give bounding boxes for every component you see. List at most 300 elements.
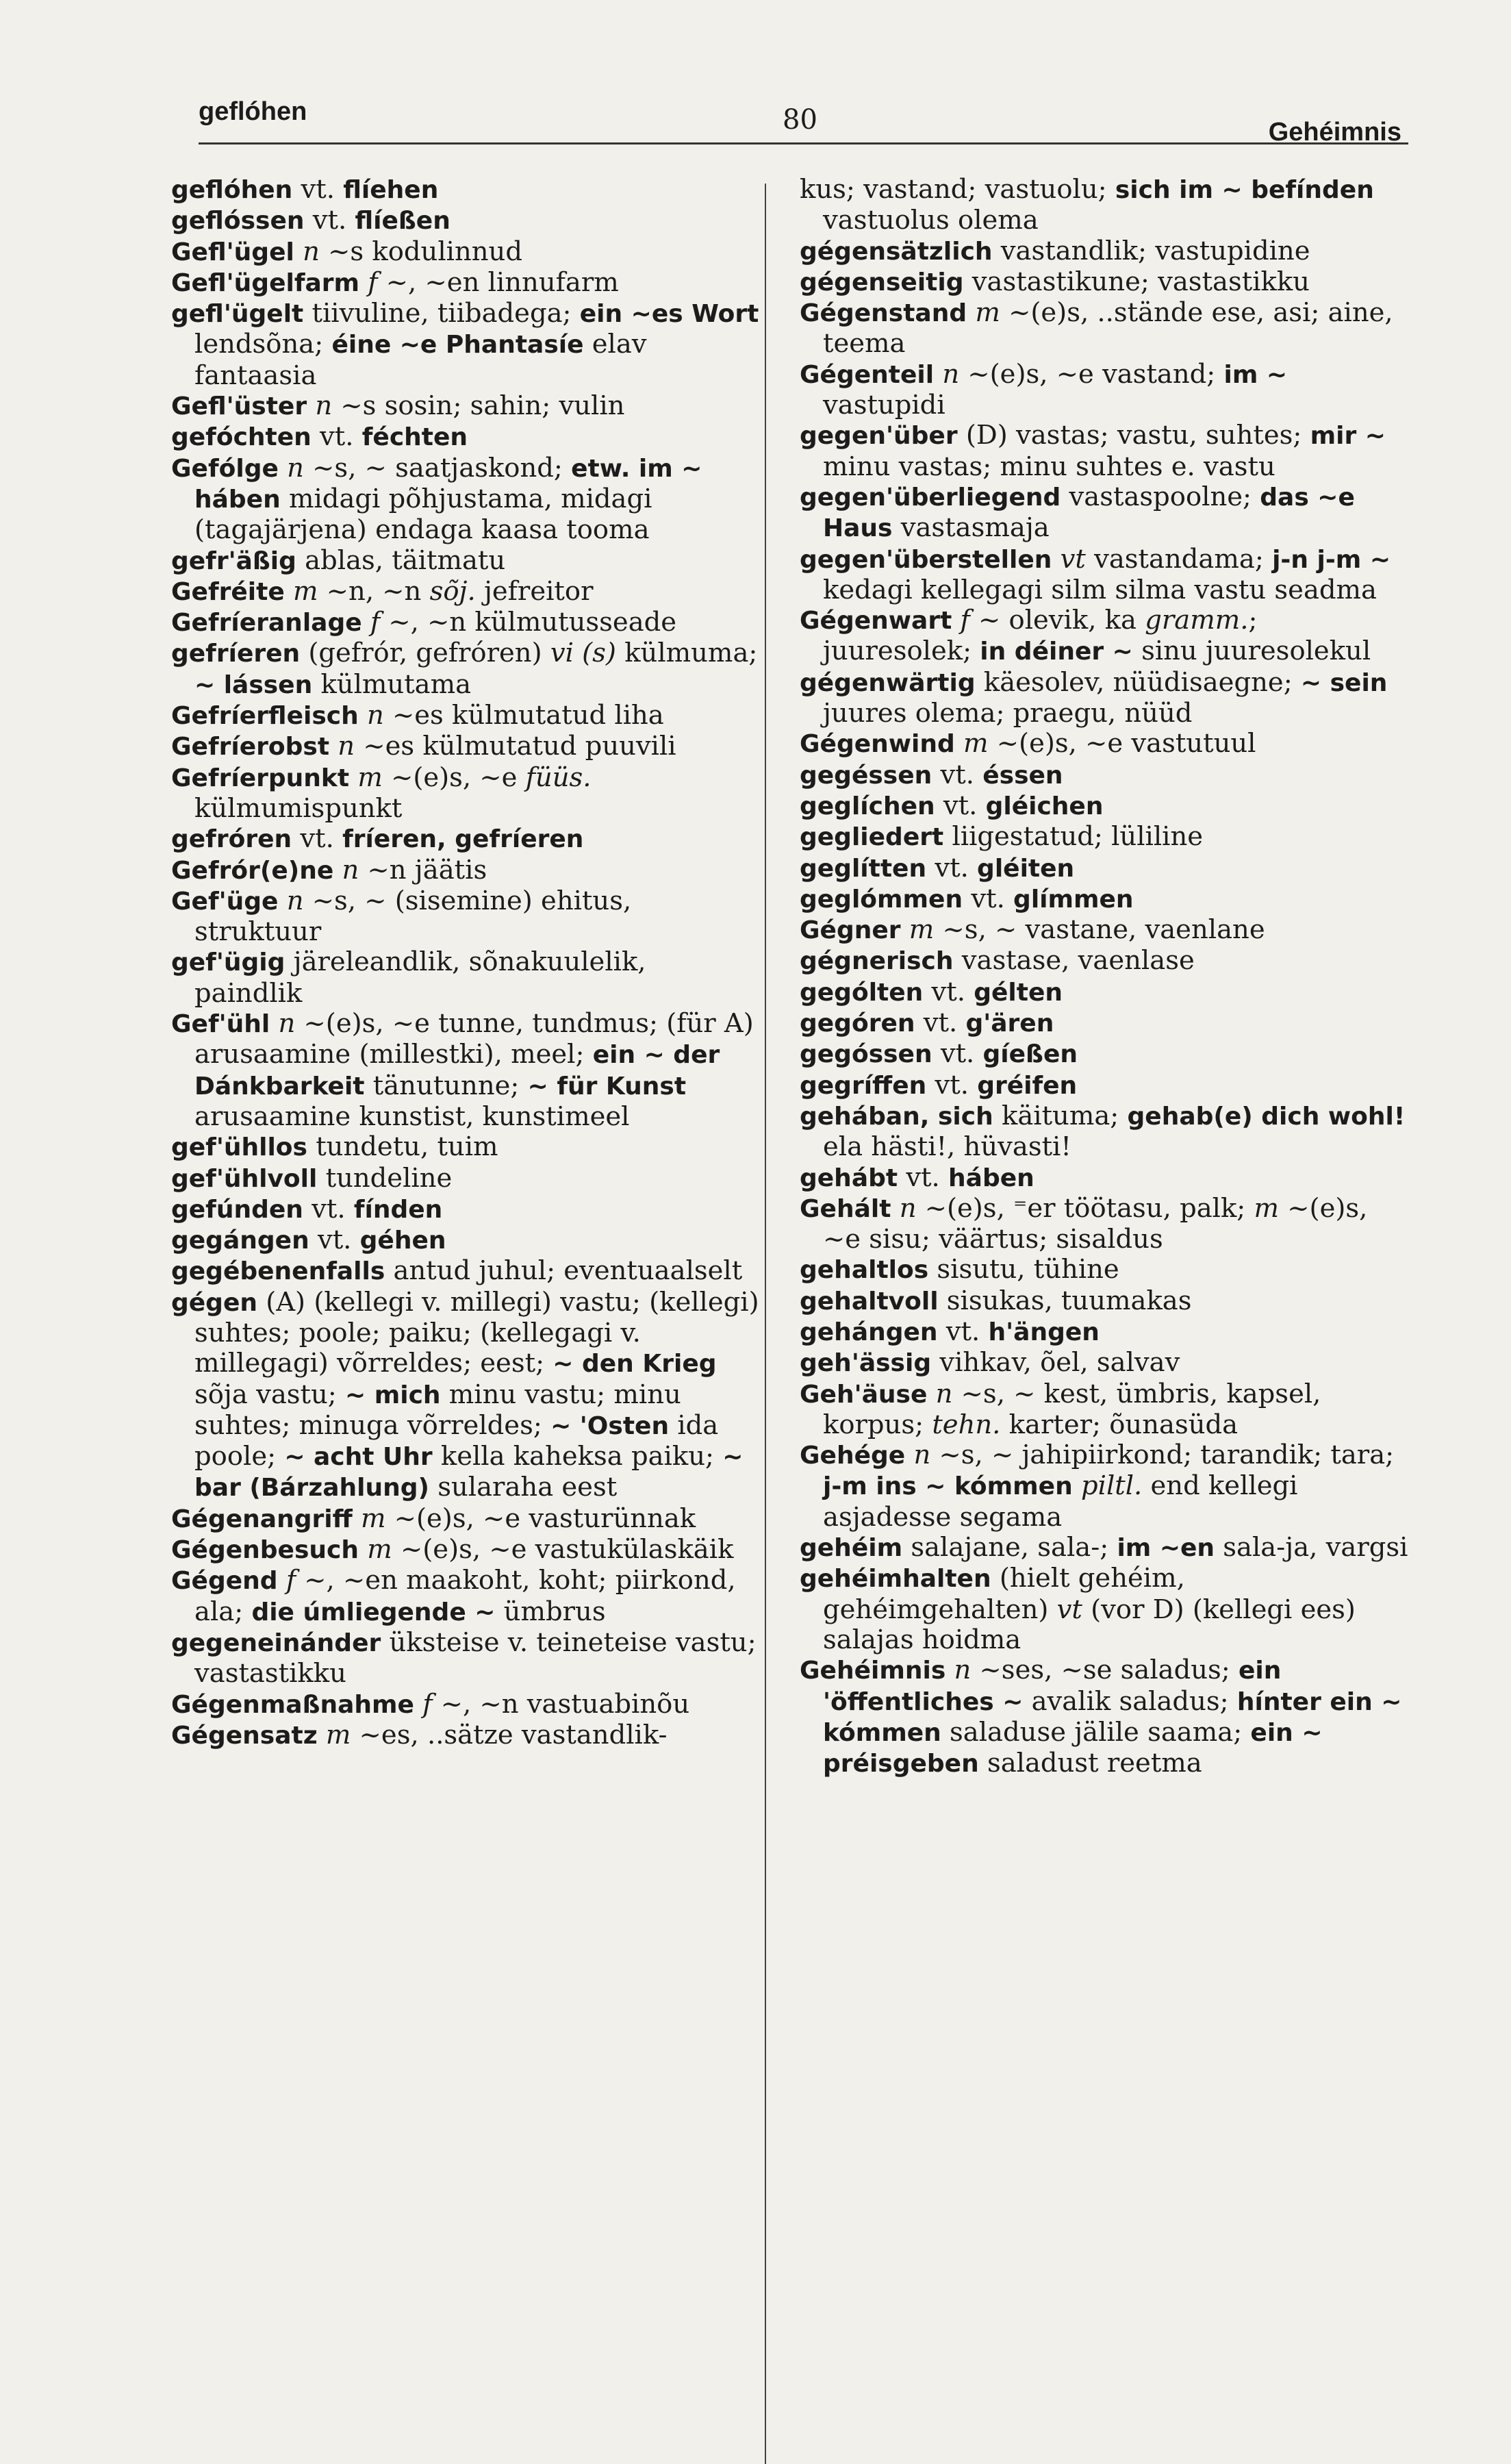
entry-text: kella kaheksa paiku; xyxy=(432,1441,723,1472)
entry-bold-text: gegen'überstellen xyxy=(800,545,1052,574)
entry-text xyxy=(349,762,357,793)
dictionary-entry xyxy=(171,453,760,546)
entry-bold-text: gefr'äßig xyxy=(171,546,296,575)
entry-bold-text: ~ lássen xyxy=(194,670,313,699)
entry-bold-text: im ~ xyxy=(1223,360,1288,389)
entry-text: ~es külmutatud puuvili xyxy=(355,731,676,762)
entry-text xyxy=(967,297,975,328)
dictionary-entry xyxy=(800,1286,1412,1317)
entry-bold-text: Gehéimnis xyxy=(800,1657,946,1685)
entry-text: jefreitor xyxy=(475,575,594,607)
entry-text: vastandama; xyxy=(1085,543,1273,575)
entry-text: vt. xyxy=(932,1038,983,1070)
entry-bold-text: geglíchen xyxy=(800,792,935,820)
dictionary-entry xyxy=(171,1566,760,1628)
entry-bold-text: gef'ügig xyxy=(171,948,285,977)
entry-text: (hielt gehéim, gehéimgehalten) xyxy=(823,1563,1185,1625)
dictionary-entry xyxy=(171,638,760,701)
entry-bold-text: éine ~e Phantasíe xyxy=(331,331,584,360)
page-number: 80 xyxy=(783,104,817,136)
dictionary-entry xyxy=(800,360,1412,421)
entry-text xyxy=(285,576,293,607)
right-column xyxy=(800,175,1412,1779)
entry-text: ~, ~en linnufarm xyxy=(377,266,619,298)
entry-text xyxy=(279,453,287,483)
entry-text: vastuolus olema xyxy=(823,205,1039,236)
entry-text: saladuse jälile saama; xyxy=(941,1716,1251,1748)
dictionary-entry xyxy=(171,763,760,825)
entry-text: ~n, ~n xyxy=(318,575,430,607)
entry-bold-text: gegángen xyxy=(171,1227,309,1255)
dictionary-entry xyxy=(171,175,760,205)
entry-grammar-label: f xyxy=(422,1688,433,1720)
entry-text xyxy=(270,1008,278,1039)
entry-bold-text: gíeßen xyxy=(982,1040,1078,1069)
entry-bold-text: gegen'über xyxy=(800,422,958,451)
entry-bold-text: flíeßen xyxy=(355,207,450,236)
entry-text xyxy=(934,359,942,390)
entry-grammar-label: n xyxy=(942,358,960,390)
entry-text: saladust reetma xyxy=(978,1748,1202,1779)
entry-bold-text: j-m ins ~ kómmen xyxy=(823,1472,1073,1501)
entry-bold-text: gegébenenfalls xyxy=(171,1257,385,1286)
entry-text: sinu juuresolekul xyxy=(1132,636,1371,667)
dictionary-entry xyxy=(171,1504,760,1535)
entry-bold-text: gegóren xyxy=(800,1009,915,1038)
entry-bold-text: gréifen xyxy=(977,1071,1078,1100)
dictionary-entry xyxy=(800,1533,1412,1563)
entry-text: ~s, ~ kest, ümbris, kapsel, korpus; xyxy=(823,1378,1321,1440)
entry-grammar-label: m xyxy=(975,297,1000,329)
entry-grammar-label: n xyxy=(899,1192,917,1224)
entry-bold-text: éssen xyxy=(982,761,1063,790)
entry-bold-text: ein 'öffentliches ~ xyxy=(823,1657,1282,1716)
entry-text: vt. xyxy=(303,1193,354,1224)
entry-bold-text: mir ~ xyxy=(1310,422,1386,451)
entry-bold-text: geh'ässig xyxy=(800,1349,932,1378)
entry-text: ela hästi!, hüvasti! xyxy=(823,1131,1071,1163)
entry-text: vastaspoolne; xyxy=(1061,481,1260,512)
dictionary-entry xyxy=(800,482,1412,544)
entry-text: ~ses, ~se saladus; xyxy=(971,1655,1239,1686)
dictionary-entry xyxy=(800,175,1412,236)
entry-bold-text: Gégend xyxy=(171,1567,278,1596)
entry-bold-text: ein ~es Wort xyxy=(579,300,759,329)
entry-text: vt. xyxy=(292,174,344,205)
entry-text xyxy=(333,855,342,885)
entry-bold-text: gehában, sich xyxy=(800,1102,993,1131)
dictionary-entry xyxy=(171,1009,760,1132)
entry-text: ümbrus xyxy=(495,1596,606,1627)
dictionary-entry xyxy=(800,1440,1412,1533)
entry-text: sõja vastu; xyxy=(194,1379,346,1410)
entry-text: midagi põhjustama, midagi (tagajärjena) endaga kaasa tooma xyxy=(194,483,652,546)
dictionary-entry xyxy=(171,886,760,948)
entry-grammar-label: n xyxy=(913,1440,931,1471)
entry-text xyxy=(1052,544,1060,575)
entry-bold-text: gegen'überliegend xyxy=(800,483,1061,512)
entry-bold-text: gégenseitig xyxy=(800,268,964,297)
entry-text: vastandlik; vastupidine xyxy=(992,235,1310,266)
entry-bold-text: g'ären xyxy=(965,1009,1054,1038)
entry-bold-text: háben xyxy=(948,1164,1034,1192)
dictionary-entry xyxy=(800,946,1412,977)
entry-bold-text: Gefrór(e)ne xyxy=(171,856,334,885)
entry-bold-text: Gégenteil xyxy=(800,360,935,389)
dictionary-entry xyxy=(800,236,1412,267)
entry-bold-text: Gefréite xyxy=(171,577,285,606)
entry-bold-text: gehéimhalten xyxy=(800,1565,991,1594)
entry-text: ~(e)s, ~e tunne, tundmus; (für A) arusaamine (millestki), meel; xyxy=(194,1008,754,1070)
entry-bold-text: geglómmen xyxy=(800,885,963,914)
dictionary-entry xyxy=(800,420,1412,482)
entry-bold-text: Gégenmaßnahme xyxy=(171,1690,414,1719)
dictionary-entry xyxy=(800,760,1412,791)
entry-bold-text: ein ~ der Dánkbarkeit xyxy=(194,1041,720,1101)
entry-grammar-label: n xyxy=(342,854,359,885)
entry-bold-text: gef'ühllos xyxy=(171,1133,307,1162)
dictionary-entry xyxy=(800,1194,1412,1255)
entry-text: üksteise v. teineteise vastu; vastastikku xyxy=(194,1626,757,1689)
entry-grammar-label: m xyxy=(909,914,935,946)
column-divider xyxy=(765,184,766,2464)
dictionary-entry xyxy=(800,1008,1412,1039)
entry-bold-text: Gefl'ügel xyxy=(171,238,294,266)
entry-bold-text: ~ sein xyxy=(1300,668,1388,697)
dictionary-entry xyxy=(800,544,1412,606)
entry-bold-text: geglítten xyxy=(800,854,927,883)
entry-text: käesolev, nüüdisaegne; xyxy=(975,666,1301,698)
dictionary-entry xyxy=(171,1164,760,1194)
entry-text xyxy=(359,267,368,298)
entry-text: külmumispunkt xyxy=(194,792,403,824)
dictionary-entry xyxy=(800,884,1412,915)
entry-bold-text: gehéim xyxy=(800,1534,903,1563)
entry-grammar-label: f xyxy=(285,1565,296,1596)
entry-bold-text: gehábt xyxy=(800,1164,898,1192)
dictionary-entry xyxy=(800,1655,1412,1779)
entry-bold-text: gehab(e) dich wohl! xyxy=(1127,1102,1406,1131)
entry-text: ~, ~n vastuabinõu xyxy=(432,1688,690,1720)
entry-text xyxy=(905,1440,913,1470)
entry-text: ~(e)s, ⁼er töötasu, palk; xyxy=(916,1192,1254,1224)
entry-grammar-label: n xyxy=(286,885,304,916)
entry-text: vt. xyxy=(292,823,343,855)
entry-text: juures olema; praegu, nüüd xyxy=(823,698,1193,729)
entry-grammar-label: m xyxy=(293,575,318,607)
entry-bold-text: gléichen xyxy=(985,792,1104,820)
dictionary-entry xyxy=(800,1255,1412,1285)
entry-grammar-label: füüs. xyxy=(525,762,592,793)
entry-bold-text: das ~e Haus xyxy=(823,483,1355,543)
entry-bold-text: Gefríerpunkt xyxy=(171,764,350,792)
entry-bold-text: Gégner xyxy=(800,916,901,945)
entry-text: (A) (kellegi v. millegi) vastu; (kellegi) suhtes; poole; paiku; (kellegagi v. millegagi) võrreldes; eest; xyxy=(194,1286,759,1379)
entry-bold-text: gefl'ügelt xyxy=(171,300,304,329)
entry-grammar-label: n xyxy=(287,452,304,483)
entry-text: ida poole; xyxy=(194,1409,719,1472)
entry-bold-text: gégnerisch xyxy=(800,947,954,976)
entry-text: ~s, ~ jahipiirkond; tarandik; tara; xyxy=(930,1440,1395,1471)
header-first-word: geflóhen xyxy=(199,97,307,126)
entry-bold-text: flíehen xyxy=(343,176,439,204)
entry-text: elav fantaasia xyxy=(194,329,647,391)
entry-text: vt. xyxy=(963,883,1014,914)
entry-text xyxy=(359,700,367,731)
entry-text: ~s, ~ (sisemine) ehitus, struktuur xyxy=(194,885,632,948)
entry-grammar-label: n xyxy=(366,700,384,731)
entry-text: avalik saladus; xyxy=(1023,1685,1237,1717)
dictionary-entry xyxy=(171,855,760,886)
entry-bold-text: Gehált xyxy=(800,1194,891,1223)
entry-text: ~s sosin; sahin; vulin xyxy=(332,390,625,422)
entry-bold-text: Gefríerobst xyxy=(171,733,330,762)
entry-grammar-label: n xyxy=(303,236,320,267)
entry-bold-text: gehaltlos xyxy=(800,1256,929,1285)
dictionary-entry xyxy=(800,822,1412,853)
entry-bold-text: ~ acht Uhr xyxy=(284,1443,433,1472)
entry-text: ~ olevik, ka xyxy=(969,605,1145,636)
entry-bold-text: hínter ein ~ kómmen xyxy=(823,1687,1402,1747)
entry-text: ~, ~en maakoht, koht; piirkond, ala; xyxy=(194,1565,736,1627)
entry-grammar-label: vt xyxy=(1060,543,1086,575)
entry-text xyxy=(278,1565,286,1596)
entry-text: tundeline xyxy=(317,1162,453,1194)
entry-grammar-label: n xyxy=(315,390,333,422)
entry-text: end kellegi asjadesse segama xyxy=(823,1470,1298,1533)
entry-text: vt. xyxy=(915,1007,966,1039)
dictionary-entry xyxy=(171,1287,760,1504)
entry-text: ~(e)s, ..stände ese, asi; aine, teema xyxy=(823,297,1393,360)
entry-text: ablas, täitmatu xyxy=(296,544,506,576)
entry-bold-text: gegliedert xyxy=(800,823,944,852)
entry-text: karter; õunasüda xyxy=(1000,1409,1239,1440)
entry-text: (D) vastas; vastu, suhtes; xyxy=(957,420,1310,451)
dictionary-entry xyxy=(171,1535,760,1566)
entry-text: vt. xyxy=(304,205,355,236)
dictionary-entry xyxy=(800,1317,1412,1348)
entry-text: vt. xyxy=(926,1069,978,1101)
entry-bold-text: ~ 'Osten xyxy=(550,1411,670,1440)
entry-text: vt. xyxy=(937,1316,989,1347)
dictionary-entry xyxy=(800,853,1412,884)
entry-text xyxy=(945,1655,954,1685)
entry-text: ~(e)s, ~e vasturünnak xyxy=(385,1503,696,1534)
entry-bold-text: gefóchten xyxy=(171,423,312,452)
entry-text xyxy=(278,885,286,916)
entry-text: (gefrór, gefróren) xyxy=(300,638,550,669)
entry-bold-text: gegríffen xyxy=(800,1071,927,1100)
entry-text: vt. xyxy=(309,1224,360,1256)
dictionary-entry xyxy=(171,391,760,422)
entry-text: liigestatud; lüliline xyxy=(943,821,1204,853)
entry-text xyxy=(294,236,303,267)
entry-text: sala-ja, vargsi xyxy=(1215,1532,1408,1563)
running-head xyxy=(199,90,1401,147)
entry-text: ~s kodulinnud xyxy=(319,236,522,267)
entry-text xyxy=(414,1689,422,1720)
entry-grammar-label: n xyxy=(935,1378,953,1409)
entry-bold-text: geflóssen xyxy=(171,207,305,236)
entry-text: ~, ~n külmutusseade xyxy=(380,607,677,638)
dictionary-entry xyxy=(171,268,760,299)
entry-grammar-label: f xyxy=(960,605,970,636)
entry-text xyxy=(353,1503,361,1534)
entry-bold-text: ~ für Kunst xyxy=(527,1072,687,1101)
entry-bold-text: gegeneinánder xyxy=(171,1629,381,1657)
dictionary-entry xyxy=(171,1256,760,1287)
dictionary-entry xyxy=(171,947,760,1009)
entry-text: ~(e)s, ~e vastand; xyxy=(959,358,1224,390)
entry-text: ~n jäätis xyxy=(359,854,487,885)
header-rule xyxy=(199,142,1408,144)
dictionary-entry xyxy=(800,1163,1412,1194)
entry-text: tundetu, tuim xyxy=(307,1131,498,1163)
dictionary-entry xyxy=(171,1194,760,1225)
entry-bold-text: gegóssen xyxy=(800,1040,932,1069)
entry-text: minu vastas; minu suhtes e. vastu xyxy=(823,451,1275,482)
entry-bold-text: gégensätzlich xyxy=(800,237,993,266)
entry-text xyxy=(359,1534,367,1565)
entry-bold-text: ~ den Krieg xyxy=(553,1350,717,1379)
entry-bold-text: fínden xyxy=(353,1195,443,1224)
entry-bold-text: gefróren xyxy=(171,825,292,854)
entry-text: vt. xyxy=(926,852,978,883)
dictionary-entry xyxy=(171,577,760,607)
entry-grammar-label: sõj. xyxy=(429,575,476,607)
entry-grammar-label: m xyxy=(1254,1192,1280,1224)
entry-grammar-label: n xyxy=(338,731,355,762)
entry-text: vt. xyxy=(932,759,983,790)
entry-bold-text: in déiner ~ xyxy=(980,638,1133,666)
dictionary-entry xyxy=(171,205,760,236)
dictionary-entry xyxy=(800,1563,1412,1655)
entry-bold-text: j-n j-m ~ xyxy=(1272,545,1391,574)
dictionary-entry xyxy=(800,605,1412,668)
dictionary-entry xyxy=(171,607,760,638)
dictionary-entry xyxy=(800,729,1412,759)
entry-bold-text: féchten xyxy=(361,423,468,452)
dictionary-entry xyxy=(800,1379,1412,1441)
entry-text: vt. xyxy=(935,790,986,821)
entry-text: arusaamine kunstist, kunstimeel xyxy=(194,1101,630,1132)
entry-bold-text: gégenwärtig xyxy=(800,668,976,697)
entry-bold-text: glímmen xyxy=(1013,885,1134,914)
entry-grammar-label: vt xyxy=(1056,1594,1082,1625)
entry-bold-text: ~ bar (Bárzahlung) xyxy=(194,1443,744,1503)
entry-text: ~(e)s, ~e xyxy=(382,762,526,793)
entry-bold-text: gef'ühlvoll xyxy=(171,1164,318,1193)
entry-text: käituma; xyxy=(993,1100,1128,1131)
entry-bold-text: im ~en xyxy=(1117,1534,1215,1563)
entry-bold-text: gléiten xyxy=(977,854,1075,883)
dictionary-entry xyxy=(171,731,760,762)
header-last-word: Gehéimnis xyxy=(1268,118,1401,147)
entry-bold-text: ~ mich xyxy=(345,1381,441,1409)
entry-bold-text: Gégenangriff xyxy=(171,1505,353,1533)
dictionary-entry xyxy=(171,1720,760,1751)
dictionary-entry xyxy=(171,1225,760,1256)
entry-grammar-label: m xyxy=(357,762,383,793)
entry-bold-text: Gefl'ügelfarm xyxy=(171,268,360,297)
entry-text: vastastikune; vastastikku xyxy=(963,266,1310,297)
entry-text: vihkav, õel, salvav xyxy=(931,1347,1180,1379)
entry-bold-text: sich im ~ befínden xyxy=(1115,176,1374,204)
entry-bold-text: h'ängen xyxy=(988,1318,1100,1346)
dictionary-entry xyxy=(800,1039,1412,1070)
entry-bold-text: Gefríeranlage xyxy=(171,609,362,638)
entry-bold-text: gefríeren xyxy=(171,640,301,668)
dictionary-entry xyxy=(800,1348,1412,1379)
dictionary-entry xyxy=(171,824,760,855)
entry-bold-text: Gégenbesuch xyxy=(171,1536,359,1565)
entry-grammar-label: f xyxy=(368,266,378,298)
dictionary-entry xyxy=(171,546,760,577)
dictionary-entry xyxy=(800,791,1412,822)
entry-grammar-label: m xyxy=(963,728,989,759)
entry-text xyxy=(955,728,963,759)
dictionary-entry xyxy=(800,668,1412,729)
entry-bold-text: Gégenstand xyxy=(800,299,967,328)
entry-text: vt. xyxy=(898,1161,949,1193)
entry-text xyxy=(952,605,960,636)
entry-text: ; juuresolek; xyxy=(823,605,1258,667)
entry-text: ~(e)s, ~e vastutuul xyxy=(988,728,1256,759)
entry-text xyxy=(891,1193,899,1224)
entry-text xyxy=(329,731,338,762)
dictionary-entry xyxy=(800,977,1412,1008)
entry-bold-text: Gefríerfleisch xyxy=(171,702,359,731)
dictionary-entry xyxy=(171,422,760,453)
entry-grammar-label: n xyxy=(278,1008,296,1040)
entry-bold-text: Geh'äuse xyxy=(800,1380,928,1409)
entry-bold-text: gefúnden xyxy=(171,1195,303,1224)
dictionary-entry xyxy=(171,701,760,731)
entry-text: vastase, vaenlase xyxy=(953,945,1195,977)
left-column xyxy=(171,175,760,1751)
entry-grammar-label: f xyxy=(370,607,381,638)
dictionary-entry xyxy=(800,267,1412,298)
entry-text: järeleandlik, sõnakuulelik, paindlik xyxy=(194,946,646,1009)
entry-bold-text: gehángen xyxy=(800,1318,938,1346)
dictionary-entry xyxy=(171,1628,760,1689)
dictionary-entry xyxy=(171,237,760,268)
entry-bold-text: gégen xyxy=(171,1288,257,1317)
entry-text: ~es külmutatud liha xyxy=(383,700,664,731)
entry-text: lendsõna; xyxy=(194,329,332,360)
entry-bold-text: Gef'ühl xyxy=(171,1010,270,1039)
entry-bold-text: fríeren, gefríeren xyxy=(342,825,584,854)
entry-text: ~s, ~ saatjaskond; xyxy=(303,452,572,483)
entry-grammar-label: m xyxy=(325,1719,351,1750)
entry-text: sularaha eest xyxy=(429,1472,618,1503)
entry-text: minu vastu; minu suhtes; minuga võrreldes; xyxy=(194,1379,681,1441)
entry-bold-text: die úmliegende ~ xyxy=(251,1598,496,1626)
entry-text: tiivuline, tiibadega; xyxy=(303,298,580,329)
dictionary-entry xyxy=(800,1101,1412,1163)
entry-text: antud juhul; eventuaalselt xyxy=(385,1255,743,1287)
dictionary-entry xyxy=(800,915,1412,946)
dictionary-entry xyxy=(171,299,760,391)
entry-bold-text: gehaltvoll xyxy=(800,1287,939,1316)
entry-text: külmutama xyxy=(312,668,472,700)
entry-grammar-label: tehn. xyxy=(932,1409,1001,1440)
entry-bold-text: Gefl'üster xyxy=(171,392,307,421)
entry-text: külmuma; xyxy=(615,638,758,669)
entry-bold-text: geflóhen xyxy=(171,176,293,204)
entry-bold-text: etw. im ~ háben xyxy=(194,454,702,514)
entry-bold-text: Gef'üge xyxy=(171,887,279,916)
